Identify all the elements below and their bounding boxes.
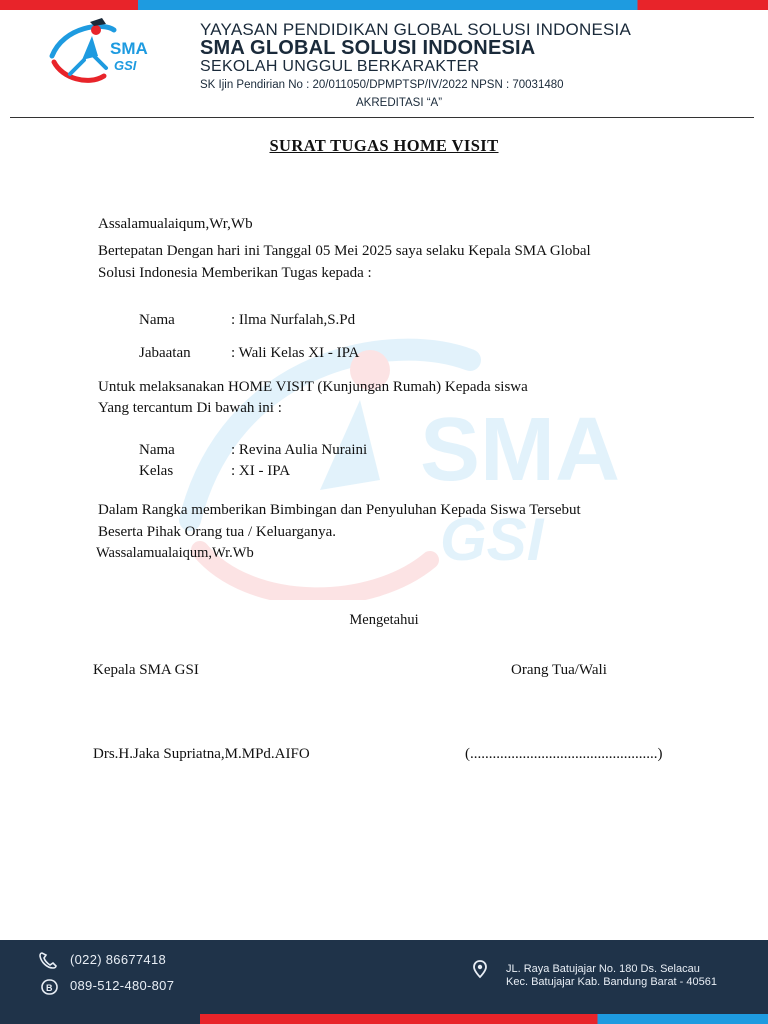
student-class-label: Kelas <box>139 463 174 479</box>
intro-line-1: Bertepatan Dengan hari ini Tanggal 05 Mei 2025 saya selaku Kepala SMA Global <box>98 243 591 259</box>
logo-text-bottom: GSI <box>114 58 137 73</box>
teacher-name-value: : Ilma Nurfalah,S.Pd <box>231 312 356 328</box>
purpose-line-2: Yang tercantum Di bawah ini : <box>98 400 282 416</box>
parent-signature-blank: (..................................................) <box>465 746 663 762</box>
whatsapp-icon <box>40 978 60 996</box>
svg-text:B: B <box>46 983 53 993</box>
greeting: Assalamualaiqum,Wr,Wb <box>98 216 253 232</box>
school-motto: SEKOLAH UNGGUL BERKARAKTER <box>200 58 480 75</box>
location-pin-icon <box>472 960 488 980</box>
closing-line-1: Dalam Rangka memberikan Bimbingan dan Penyuluhan Kepada Siswa Tersebut <box>98 502 581 518</box>
teacher-position-value: : Wali Kelas XI - IPA <box>231 345 360 361</box>
farewell: Wassalamualaiqum,Wr.Wb <box>96 545 254 561</box>
foundation-name: YAYASAN PENDIDIKAN GLOBAL SOLUSI INDONESIA <box>200 20 632 39</box>
school-logo <box>44 16 194 88</box>
principal-name: Drs.H.Jaka Supriatna,M.MPd.AIFO <box>93 746 310 762</box>
closing-line-2: Beserta Pihak Orang tua / Keluarganya. <box>98 524 336 540</box>
footer-whatsapp: 089-512-480-807 <box>70 978 175 993</box>
watermark-text-bottom: GSI <box>440 506 544 573</box>
principal-title: Kepala SMA GSI <box>93 662 199 678</box>
accreditation: AKREDITASI “A” <box>356 97 443 109</box>
footer-phone: (022) 86677418 <box>70 952 166 967</box>
footer-accent-band <box>200 1014 768 1024</box>
student-name-label: Nama <box>139 442 175 458</box>
footer-address-line-2: Kec. Batujajar Kab. Bandung Barat - 40561 <box>506 976 717 988</box>
purpose-line-1: Untuk melaksanakan HOME VISIT (Kunjungan Rumah) Kepada siswa <box>98 379 528 395</box>
logo-text-top: SMA <box>110 39 148 58</box>
teacher-position-label: Jabaatan <box>139 345 191 361</box>
top-color-band <box>0 0 768 10</box>
student-class-value: : XI - IPA <box>231 463 291 479</box>
letter-title: SURAT TUGAS HOME VISIT <box>269 136 499 155</box>
phone-icon <box>38 950 62 970</box>
acknowledge-label: Mengetahui <box>349 612 419 628</box>
teacher-name-label: Nama <box>139 312 175 328</box>
intro-line-2: Solusi Indonesia Memberikan Tugas kepada : <box>98 265 372 281</box>
footer-address-line-1: JL. Raya Batujajar No. 180 Ds. Selacau <box>506 963 700 975</box>
license-info: SK Ijin Pendirian No : 20/011050/DPMPTSP/IV/2022 NPSN : 70031480 <box>200 79 564 91</box>
school-name: SMA GLOBAL SOLUSI INDONESIA <box>200 37 536 59</box>
parent-title: Orang Tua/Wali <box>511 662 607 678</box>
watermark-text-top: SMA <box>420 400 620 500</box>
student-name-value: : Revina Aulia Nuraini <box>231 442 368 458</box>
header-divider <box>10 117 754 118</box>
